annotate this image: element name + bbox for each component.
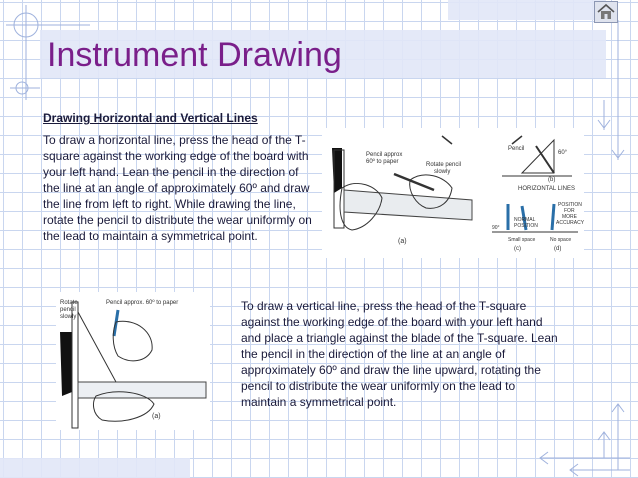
triangle: [78, 312, 116, 382]
label-a: (a): [398, 238, 407, 245]
horizontal-line-figure: [322, 128, 584, 258]
triangle-b: [522, 140, 554, 173]
label-slowly: slowly: [60, 314, 77, 320]
label-position: POSITION: [558, 202, 582, 208]
board-edge-shading: [60, 332, 72, 396]
label-pencil-b: Pencil: [508, 146, 525, 152]
label-pencil: pencil: [60, 307, 76, 313]
t-square-head: [72, 302, 78, 428]
label-a: (a): [152, 413, 161, 420]
label-b: (b): [548, 177, 556, 183]
label-normal-position: POSITION: [514, 223, 538, 229]
label-rotate-slowly: slowly: [434, 169, 451, 175]
right-hand: [113, 321, 152, 360]
home-icon: [595, 2, 617, 22]
label-small-space: Small space: [508, 237, 536, 243]
vertical-line-figure: [56, 292, 210, 430]
label-90-deg: 90°: [492, 225, 500, 231]
horizontal-lines-paragraph: To draw a horizontal line, press the head of the T-square against the working edge of the board with your left hand. Lean the pencil in the direction of the line at an angle of approximately 60º and draw the line from left to right. While drawing the line, rotate the pencil to distribute the wear uniformly on the lead to maintain a symmetrical point.: [43, 133, 312, 243]
slide-title: Instrument Drawing: [47, 36, 342, 74]
section-subheading: Drawing Horizontal and Vertical Lines: [43, 111, 258, 125]
label-c: (c): [514, 246, 521, 252]
pencil-a: [394, 174, 434, 190]
label-normal: NORMAL: [514, 217, 536, 223]
pencil-b: [536, 146, 554, 173]
label-more: MORE: [562, 214, 577, 220]
label-no-space: No space: [550, 237, 572, 243]
label-accuracy: ACCURACY: [556, 220, 584, 226]
label-pencil-approx: Pencil approx. 60º to paper: [106, 300, 179, 306]
label-rotate: Rotate: [60, 300, 78, 306]
paper-corner-marks: [442, 136, 522, 144]
label-for: FOR: [564, 208, 575, 214]
pencil-d: [552, 204, 554, 230]
t-square-blade: [344, 190, 472, 220]
label-horizontal-lines: HORIZONTAL LINES: [518, 186, 576, 192]
label-60-deg: 60°: [558, 150, 568, 156]
home-button[interactable]: [594, 1, 618, 23]
label-d: (d): [554, 246, 562, 252]
label-pencil-approx: Pencil approx: [366, 152, 403, 158]
label-pencil-approx-2: 60º to paper: [366, 159, 399, 165]
vertical-lines-paragraph: To draw a vertical line, press the head of the T-square against the working edge of the board with your left hand and place a triangle against the blade of the T-square. Lean the pencil in the direction of the line at an angle of approximately 60º and draw the line upward, rotating the pencil to distribute the wear uniformly on the lead to maintain a symmetrical point.: [241, 299, 558, 409]
label-rotate-pencil: Rotate pencil: [426, 162, 462, 168]
